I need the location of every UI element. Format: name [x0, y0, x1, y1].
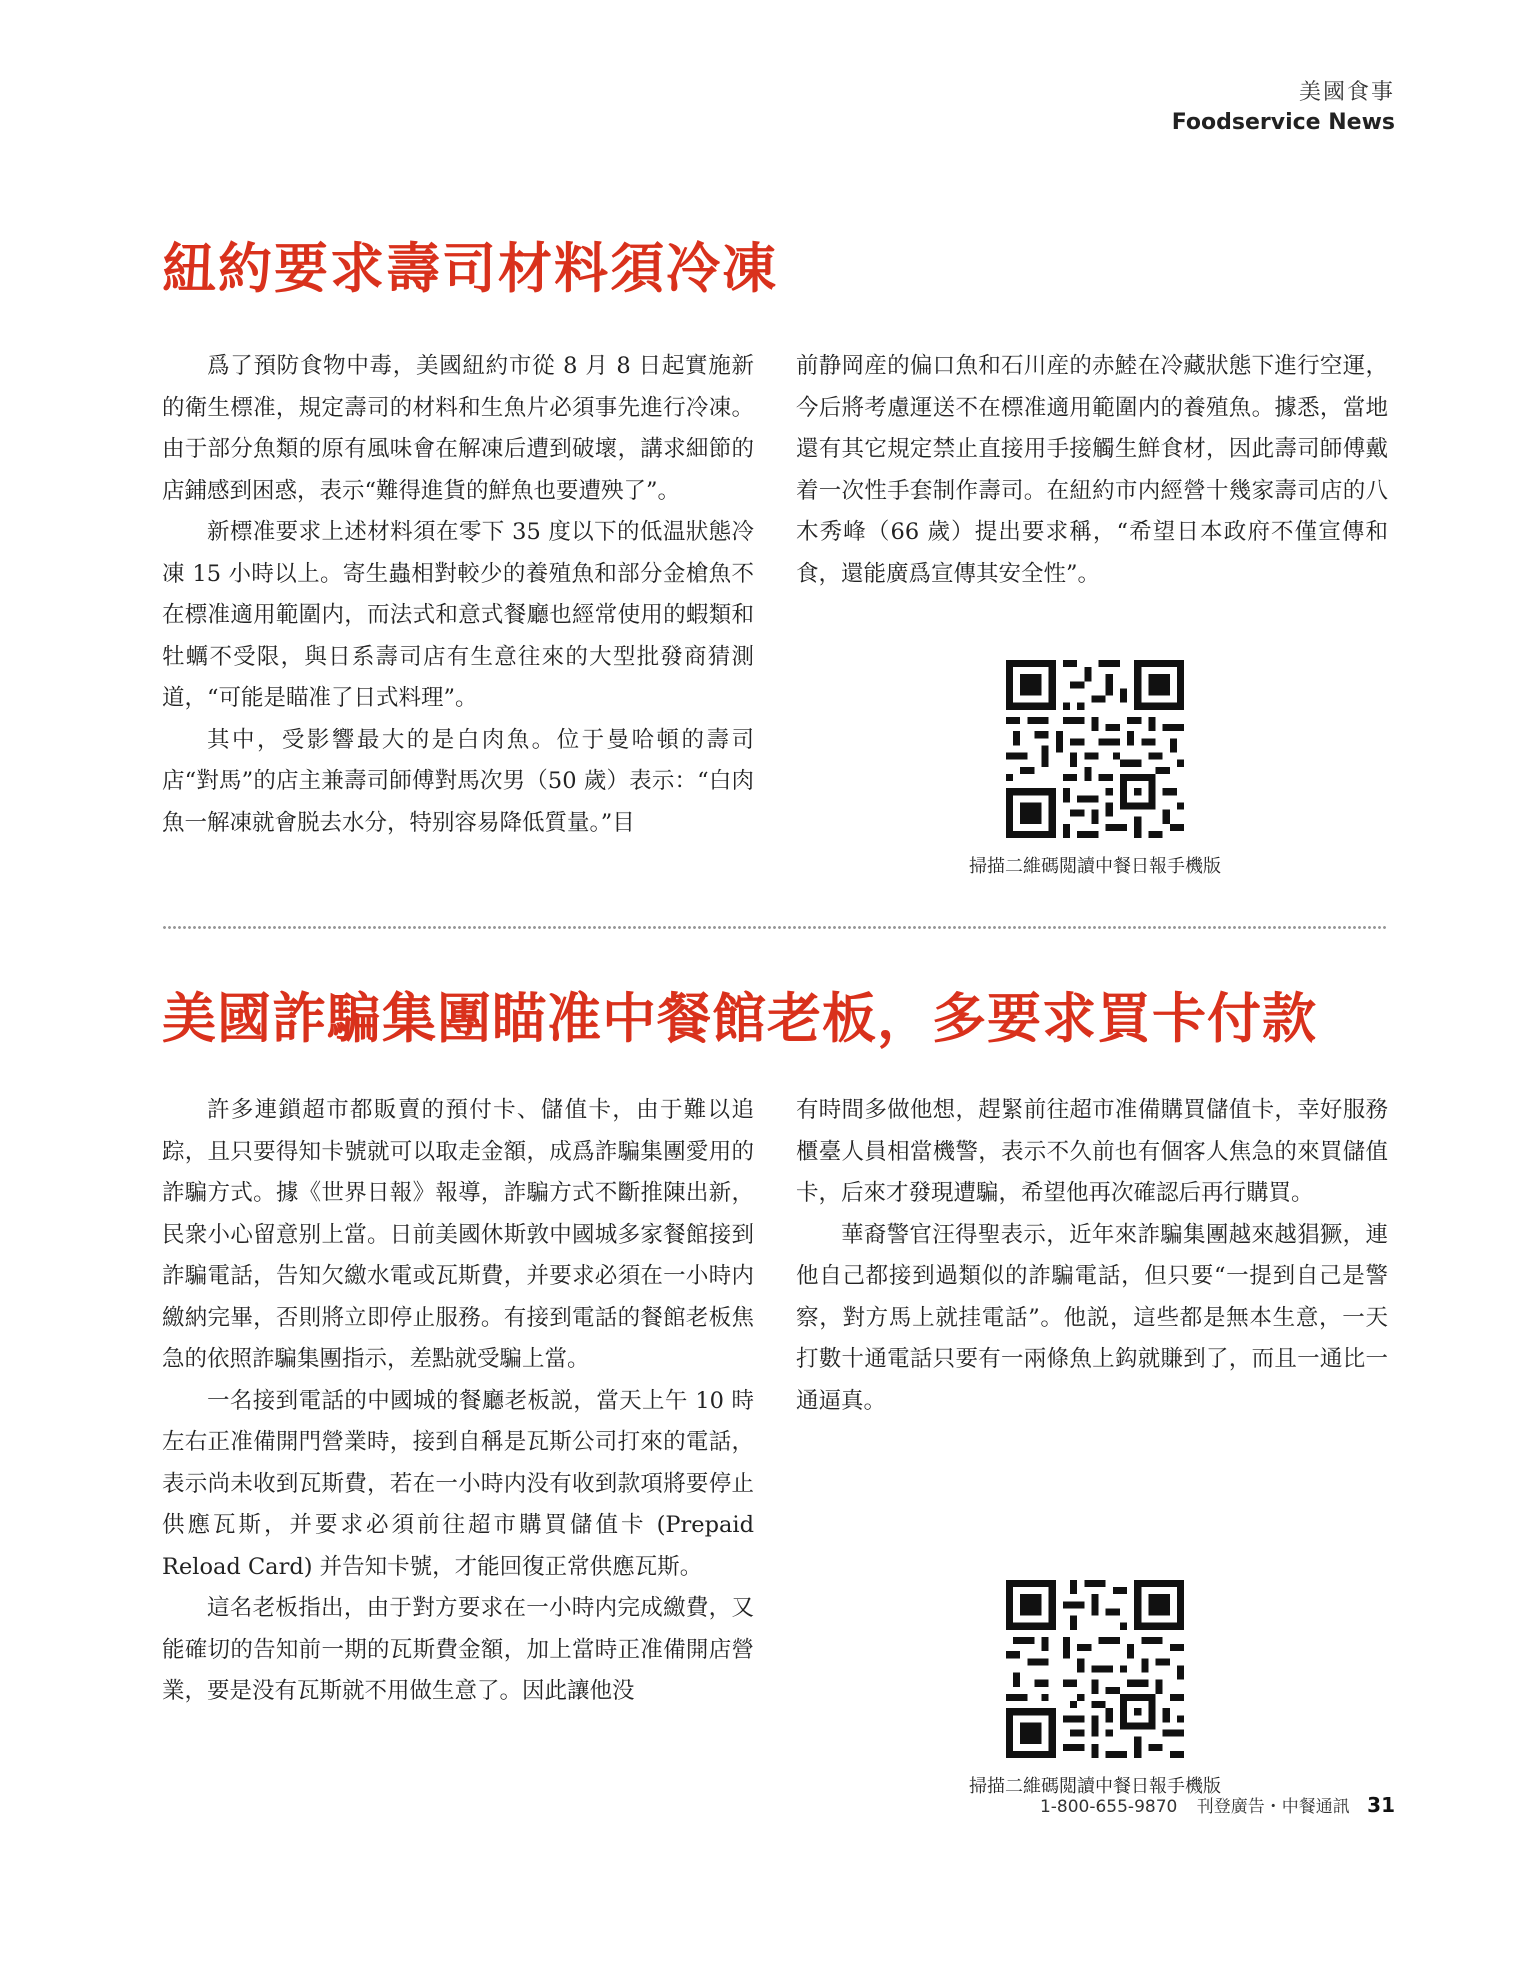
article1-right-column	[796, 346, 1388, 595]
article2-paragraph: 許多連鎖超市都販賣的預付卡、儲值卡，由于難以追踪，且只要得知卡號就可以取走金額，成爲詐騙集團愛用的詐騙方式。據《世界日報》報導，詐騙方式不斷推陳出新，民衆小心留意别上當。日前美國休斯敦中國城多家餐館接到詐騙電話，告知欠繳水電或瓦斯費，并要求必須在一小時内繳納完畢，否則將立即停止服務。有接到電話的餐館老板焦急的依照詐騙集團指示，差點就受騙上當。	[162, 1097, 754, 1372]
section-title-chinese: 美國食事	[1298, 80, 1395, 105]
article1-paragraph: 其中，受影響最大的是白肉魚。位于曼哈頓的壽司店“對馬”的店主兼壽司師傅對馬次男（50 歲）表示：“白肉魚一解凍就會脱去水分，特别容易降低質量。”目	[162, 726, 754, 836]
section-title-english: Foodservice News	[1171, 110, 1395, 135]
page-number: 31	[1367, 1793, 1395, 1817]
article2-left-column	[162, 1090, 754, 1713]
article2-paragraph: 這名老板指出，由于對方要求在一小時内完成繳費，又能確切的告知前一期的瓦斯費金額，加上當時正准備開店營業，要是没有瓦斯就不用做生意了。因此讓他没	[162, 1595, 754, 1704]
page-footer	[1040, 1792, 1395, 1817]
qr-caption: 掃描二維碼閲讀中餐日報手機版	[969, 1776, 1221, 1797]
article2-right-column	[796, 1090, 1388, 1422]
article2-paragraph: 華裔警官汪得聖表示，近年來詐騙集團越來越猖獗，連他自己都接到過類似的詐騙電話，但只要“一提到自己是警察，對方馬上就挂電話”。他説，這些都是無本生意，一天打數十通電話只要有一兩條魚上鈎就賺到了，而且一通比一通逼真。	[796, 1221, 1388, 1414]
section-divider	[162, 925, 1388, 933]
article1-paragraph: 新標准要求上述材料須在零下 35 度以下的低温狀態冷凍 15 小時以上。寄生蟲相對較少的養殖魚和部分金槍魚不在標准適用範圍内，而法式和意式餐廳也經常使用的蝦類和牡蠣不受限，與日系壽司店有生意往來的大型批發商猜測道，“可能是瞄准了日式料理”。	[162, 519, 754, 711]
qr-code-icon	[1006, 1580, 1184, 1758]
article1-left-column	[162, 346, 754, 844]
article1-title: 紐約要求壽司材料須冷凍	[162, 236, 778, 300]
section-header	[1172, 78, 1395, 138]
footer-phone: 1-800-655-9870	[1039, 1797, 1178, 1817]
article2-paragraph: 一名接到電話的中國城的餐廳老板説，當天上午 10 時左右正准備開門營業時，接到自稱是瓦斯公司打來的電話，表示尚未收到瓦斯費，若在一小時内没有收到款項將要停止供應瓦斯，并要求必須前往超市購買儲值卡 (Prepaid Reload Card) 并告知卡號，才能回復正常供應瓦斯。	[162, 1387, 754, 1580]
article2-title: 美國詐騙集團瞄准中餐館老板，多要求買卡付款	[162, 986, 1317, 1050]
article2-paragraph: 有時間多做他想，趕緊前往超市准備購買儲值卡，幸好服務櫃臺人員相當機警，表示不久前也有個客人焦急的來買儲值卡，后來才發現遭騙，希望他再次確認后再行購買。	[796, 1097, 1388, 1206]
qr-code-icon	[1006, 660, 1184, 838]
footer-ad-text: 刊登廣告・中餐通訊	[1196, 1797, 1350, 1817]
article1-paragraph: 前静岡産的偏口魚和石川産的赤鯥在冷藏狀態下進行空運，今后將考慮運送不在標准適用範圍内的養殖魚。據悉，當地還有其它規定禁止直接用手接觸生鮮食材，因此壽司師傅戴着一次性手套制作壽司。在紐約市内經營十幾家壽司店的八木秀峰（66 歲）提出要求稱，“希望日本政府不僅宣傳和食，還能廣爲宣傳其安全性”。	[796, 353, 1388, 587]
article1-paragraph: 爲了預防食物中毒，美國紐約市從 8 月 8 日起實施新的衛生標准，規定壽司的材料和生魚片必須事先進行冷凍。由于部分魚類的原有風味會在解凍后遭到破壞，講求細節的店鋪感到困惑，表示“難得進貨的鮮魚也要遭殃了”。	[162, 353, 754, 504]
qr-caption: 掃描二維碼閲讀中餐日報手機版	[969, 856, 1221, 877]
